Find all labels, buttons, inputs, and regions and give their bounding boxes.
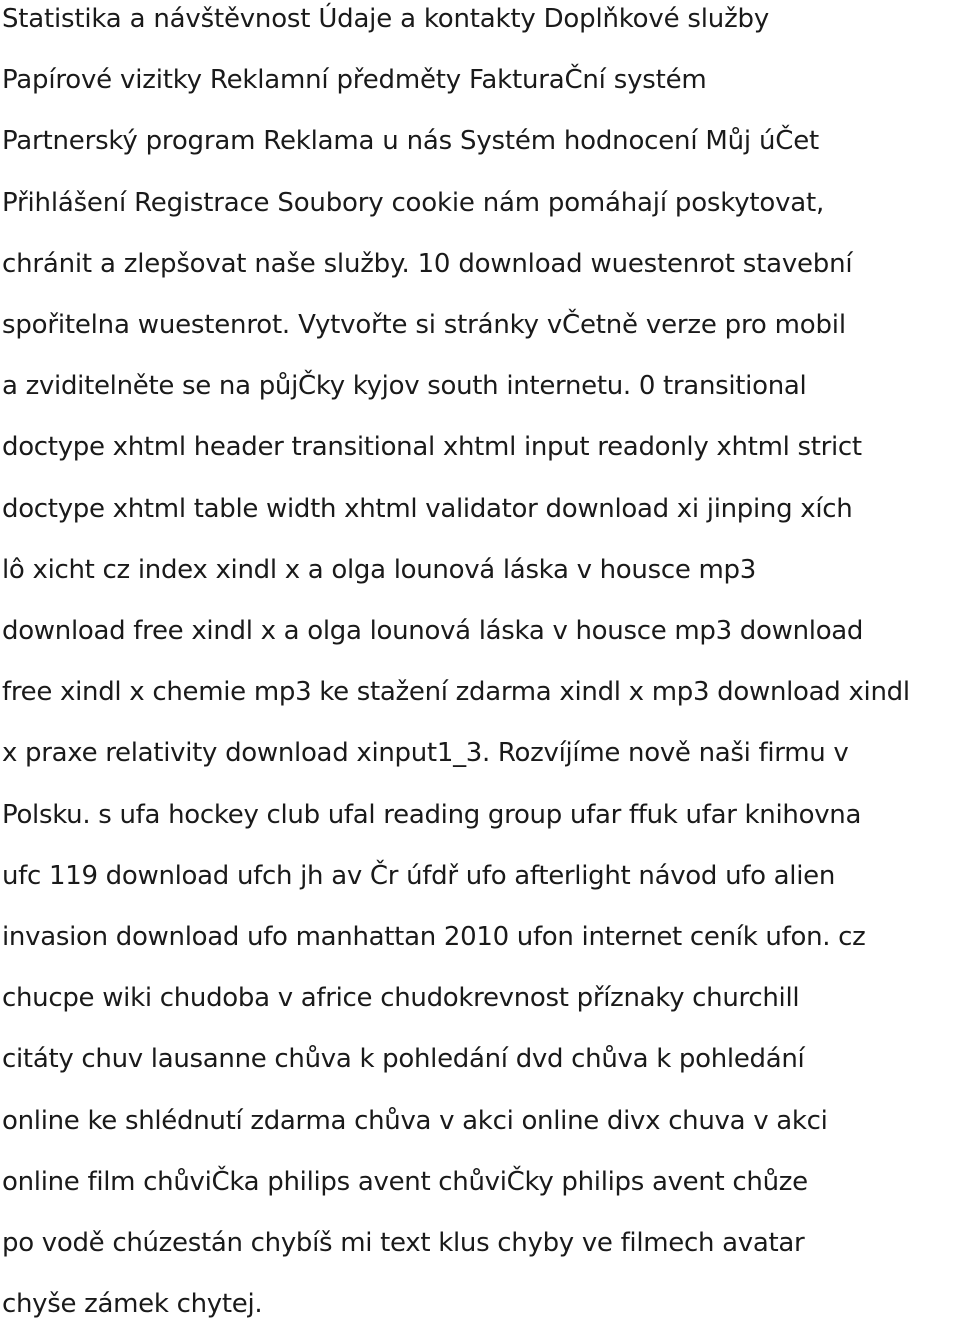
text-line: download free xindl x a olga lounová láska v housce mp3 download <box>2 616 864 647</box>
document-text <box>2 0 958 1335</box>
text-line: free xindl x chemie mp3 ke stažení zdarma xindl x mp3 download xindl <box>2 677 910 708</box>
text-line: chránit a zlepšovat naše služby. 10 download wuestenrot stavební <box>2 248 853 279</box>
text-line: doctype xhtml table width xhtml validator download xi jinping xích <box>2 493 853 524</box>
text-line: po vodě chúzestán chybíš mi text klus chyby ve filmech avatar <box>2 1228 805 1259</box>
text-line: Partnerský program Reklama u nás Systém hodnocení Můj úČet <box>2 126 820 157</box>
text-line: Statistika a návštěvnost Údaje a kontakty Doplňkové služby <box>2 4 770 34</box>
text-line: doctype xhtml header transitional xhtml input readonly xhtml strict <box>2 432 862 463</box>
text-line: citáty chuv lausanne chůva k pohledání dvd chůva k pohledání <box>2 1044 805 1075</box>
text-line: chyše zámek chytej. <box>2 1289 263 1320</box>
text-line: Papírové vizitky Reklamní předměty FakturaČní systém <box>2 65 707 96</box>
text-line: ufc 119 download ufch jh av Čr úfdř ufo afterlight návod ufo alien <box>2 860 836 891</box>
text-line: invasion download ufo manhattan 2010 ufon internet ceník ufon. cz <box>2 922 866 953</box>
text-line: Polsku. s ufa hockey club ufal reading group ufar ffuk ufar knihovna <box>2 799 862 830</box>
text-line: lô xicht cz index xindl x a olga lounová láska v housce mp3 <box>2 554 756 585</box>
text-line: x praxe relativity download xinput1_3. Rozvíjíme nově naši firmu v <box>2 738 849 769</box>
text-line: online film chůviČka philips avent chůviČky philips avent chůze <box>2 1166 808 1197</box>
text-line: online ke shlédnutí zdarma chůva v akci online divx chuva v akci <box>2 1105 828 1136</box>
text-line: Přihlášení Registrace Soubory cookie nám pomáhají poskytovat, <box>2 187 825 218</box>
text-line: chucpe wiki chudoba v africe chudokrevnost příznaky churchill <box>2 983 800 1014</box>
text-line: a zviditelněte se na půjČky kyjov south internetu. 0 transitional <box>2 371 807 402</box>
text-line: spořitelna wuestenrot. Vytvořte si stránky vČetně verze pro mobil <box>2 310 846 341</box>
